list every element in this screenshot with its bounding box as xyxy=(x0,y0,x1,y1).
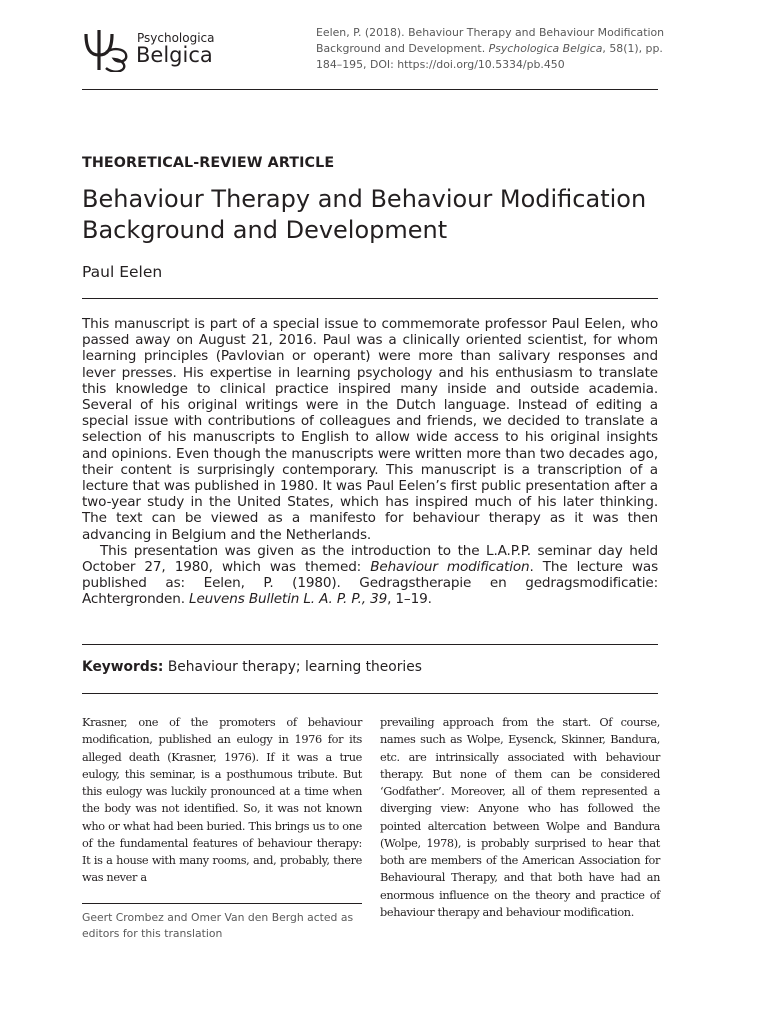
header-divider xyxy=(82,89,658,90)
footnote: Geert Crombez and Omer Van den Bergh acted as editors for this translation xyxy=(82,911,354,940)
citation-journal: Psychologica Belgica xyxy=(488,42,603,55)
title-divider xyxy=(82,298,658,299)
body-right-column: prevailing approach from the start. Of course, names such as Wolpe, Eysenck, Skinner, Bandura, etc. are intrinsically associated with behaviour therapy. But none of them can be considered ‘Godfather’. Moreover, all of them represented a diverging view: Anyone who has followed the pointed altercation between Wolpe and Bandura (Wolpe, 1978), is probably surprised to hear that both are members of the American Association for Behavioural Therapy, and that both have had an enormous influence on the theory and practice of behaviour therapy and behaviour modification. xyxy=(380,716,660,919)
journal-name-large: Belgica xyxy=(136,43,213,67)
keywords xyxy=(82,659,422,675)
abstract-paragraph-1: This manuscript is part of a special issue to commemorate professor Paul Eelen, who passed away on August 21, 2016. Paul was a clinically oriented scientist, for whom learning principles (Pavlovian or operant) were more than salivary responses and lever presses. His expertise in learning psychology and his enthusiasm to translate this knowledge to clinical practice inspired many inside and outside academia. Several of his original writings were in the Dutch language. Instead of editing a special issue with contributions of colleagues and friends, we decided to translate a selection of his manuscripts to English to allow wide access to his original insights and opinions. Even though the manuscripts were written more than two decades ago, their content is surprisingly contemporary. This manuscript is a transcription of a lecture that was published in 1980. It was Paul Eelen’s first public presentation after a two-year study in the United States, which has inspired much of his later thinking. The text can be viewed as a manifesto for behaviour therapy as it was then advancing in Belgium and the Netherlands. xyxy=(82,316,658,543)
article-title: Behaviour Therapy and Behaviour Modification Background and Development xyxy=(82,185,647,244)
article-author: Paul Eelen xyxy=(82,263,163,281)
keywords-divider xyxy=(82,693,658,694)
article-type: THEORETICAL-REVIEW ARTICLE xyxy=(82,155,335,171)
abstract-divider xyxy=(82,644,658,645)
body-left-column: Krasner, one of the promoters of behaviour modification, published an eulogy in 1976 for its alleged death (Krasner, 1976). If it was a true eulogy, this seminar, is a posthumous tribute. But this eulogy was luckily pronounced at a time when the body was not identified. So, it was not known who or what had been buried. This brings us to one of the fundamental features of behaviour therapy: It is a house with many rooms, and, probably, there was never a xyxy=(82,716,362,885)
abstract xyxy=(82,316,658,608)
keywords-label: Keywords: xyxy=(82,659,164,675)
source-journal: Leuvens Bulletin L. A. P. P., 39 xyxy=(189,591,388,608)
citation-text: Eelen, P. (2018). Behaviour Therapy and Behaviour Modification Background and Development. xyxy=(316,26,665,55)
seminar-theme: Behaviour modification xyxy=(370,559,530,576)
keywords-value: Behaviour therapy; learning theories xyxy=(163,659,422,675)
abstract-paragraph-2: This presentation was given as the introduction to the L.A.P.P. seminar day held October 27, 1980, which was themed: Behaviour modification. The lecture was published as: Eelen, P. (1980). Gedragstherapie en gedragsmodificatie: Achtergronden. Leuvens Bulletin L. A. P. P., 39, 1–19. xyxy=(82,542,659,608)
citation-details: , 58(1), pp. 184–195, DOI: https://doi.org/10.5334/pb.450 xyxy=(316,42,663,71)
citation-header xyxy=(316,25,666,73)
footnote-divider xyxy=(82,903,362,904)
journal-name-small: Psychologica xyxy=(137,31,215,45)
psi-logo-icon xyxy=(82,28,132,72)
